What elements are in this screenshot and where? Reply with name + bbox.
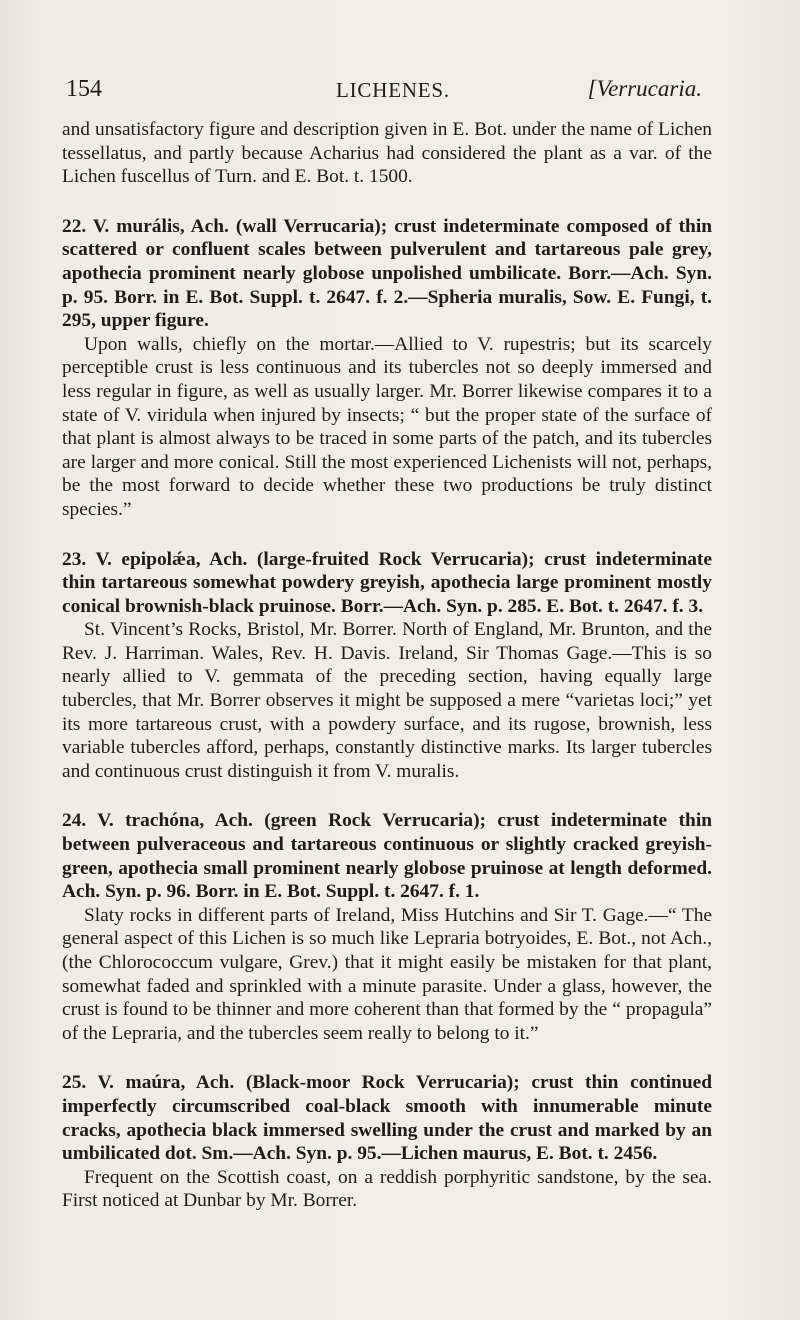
species-notes: St. Vincent’s Rocks, Bristol, Mr. Borrer. North of England, Mr. Brunton, and the Rev. J. Harriman. Wales, Rev. H. Davis. Ireland, Sir Thomas Gage.—This is so nearly allied to V. gemmata of the preceding section, having equally large tubercles, that Mr. Borrer observes it might be supposed a mere “varietas loci;” yet its more tartareous crust, with a powdery surface, and its rugose, brownish, less variable tubercles afford, perhaps, constantly distinctive marks. Its larger tubercles and continuous crust distinguish it from V. muralis. [62,619,712,782]
species-description: 25. V. maúra, Ach. (Black-moor Rock Verrucaria); crust thin continued imperfectly circumscribed coal-black smooth with innumerable minute cracks, apothecia black immersed swelling under the crust and marked by an umbilicated dot. Sm.—Ach. Syn. p. 95.—Lichen maurus, E. Bot. t. 2456. [62,1072,712,1165]
running-title: LICHENES. [336,78,450,102]
species-entry-22 [62,215,712,522]
continued-paragraph: and unsatisfactory figure and description given in E. Bot. under the name of Lichen tessellatus, and partly because Acharius had considered the plant as a var. of the Lichen fuscellus of Turn. and E. Bot. t. 1500. [62,119,712,188]
species-entry-23 [62,548,712,784]
species-notes: Upon walls, chiefly on the mortar.—Allied to V. rupestris; but its scarcely perceptible crust is less continuous and its tubercles not so deeply immersed and less regular in figure, as well as usually larger. Mr. Borrer likewise compares it to a state of V. viridula when injured by insects; “ but the proper state of the surface of that plant is almost always to be traced in some parts of the patch, and its tubercles are larger and more conical. Still the most experienced Lichenists will not, perhaps, be the most forward to decide whether these two productions be truly distinct species.” [62,333,712,520]
species-entry-24 [62,809,712,1045]
page-number: 154 [66,76,102,102]
species-notes: Slaty rocks in different parts of Ireland, Miss Hutchins and Sir T. Gage.—“ The general aspect of this Lichen is so much like Lepraria botryoides, E. Bot., not Ach., (the Chlorococcum vulgare, Grev.) that it might easily be mistaken for that plant, somewhat faded and sprinkled with a minute parasite. Under a glass, however, the crust is found to be thinner and more coherent than that formed by the “ propagula” of the Lepraria, and the tubercles seem really to belong to it.” [62,904,712,1044]
species-description: 24. V. trachóna, Ach. (green Rock Verrucaria); crust indeterminate thin between pulveraceous and tartareous continuous or slightly cracked greyish-green, apothecia small prominent nearly globose pruinose at length deformed. Ach. Syn. p. 96. Borr. in E. Bot. Suppl. t. 2647. f. 1. [62,810,712,903]
species-entry-25 [62,1071,712,1213]
page-header [66,76,702,108]
genus-heading: [Verrucaria. [587,76,702,101]
species-notes: Frequent on the Scottish coast, on a reddish porphyritic sandstone, by the sea. First noticed at Dunbar by Mr. Borrer. [62,1166,712,1212]
species-description: 22. V. murális, Ach. (wall Verrucaria); crust indeterminate composed of thin scattered or confluent scales between pulverulent and tartareous pale grey, apothecia prominent nearly globose unpolished umbilicate. Borr.—Ach. Syn. p. 95. Borr. in E. Bot. Suppl. t. 2647. f. 2.—Spheria muralis, Sow. E. Fungi, t. 295, upper figure. [62,215,712,332]
page-body [62,118,712,1213]
species-description: 23. V. epipolǽa, Ach. (large-fruited Rock Verrucaria); crust indeterminate thin tartareous somewhat powdery greyish, apothecia large prominent mostly conical brownish-black pruinose. Borr.—Ach. Syn. p. 285. E. Bot. t. 2647. f. 3. [62,548,712,617]
